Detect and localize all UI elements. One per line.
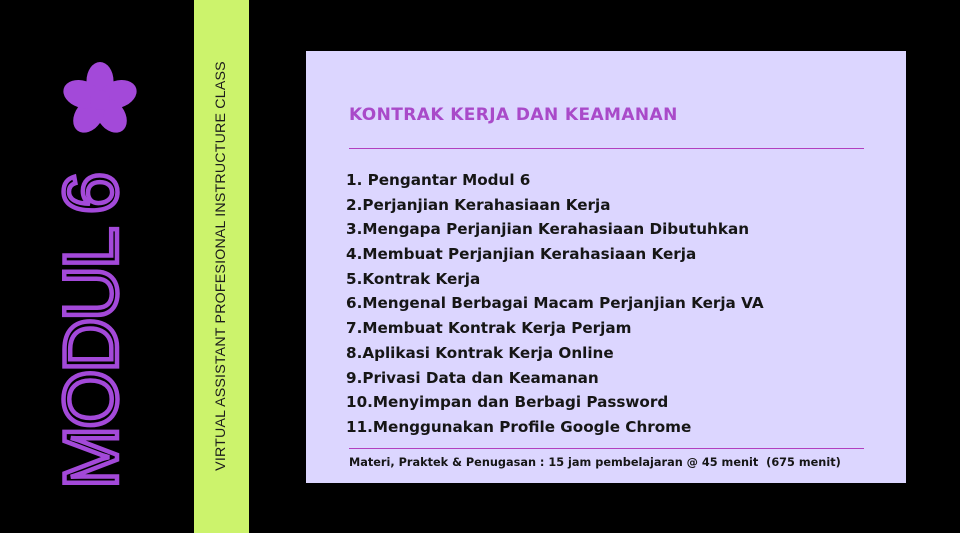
- duration-note: Materi, Praktek & Penugasan : 15 jam pembelajaran @ 45 menit (675 menit): [349, 456, 841, 469]
- module-content-card: [306, 51, 906, 483]
- topic-item: 7.Membuat Kontrak Kerja Perjam: [346, 319, 632, 338]
- topic-item: 11.Menggunakan Profile Google Chrome: [346, 417, 692, 436]
- class-name-label: VIRTUAL ASSISTANT PROFESIONAL INSTRUCTURE CLASS: [213, 61, 229, 471]
- topic-item: 1. Pengantar Modul 6: [346, 171, 531, 189]
- topic-list: [346, 168, 764, 440]
- topic-item: 6.Mengenal Berbagai Macam Perjanjian Kerja VA: [346, 294, 764, 313]
- topic-item: 8.Aplikasi Kontrak Kerja Online: [346, 343, 614, 362]
- top-divider: [349, 148, 864, 149]
- module-title: MODUL 6: [49, 174, 134, 490]
- topic-item: 5.Kontrak Kerja: [346, 269, 481, 288]
- topic-item: 10.Menyimpan dan Berbagi Password: [346, 393, 669, 412]
- flower-icon: [62, 62, 138, 138]
- topic-item: 4.Membuat Perjanjian Kerahasiaan Kerja: [346, 245, 697, 264]
- card-title: KONTRAK KERJA DAN KEAMANAN: [349, 105, 678, 125]
- bottom-divider: [349, 448, 864, 449]
- topic-item: 3.Mengapa Perjanjian Kerahasiaan Dibutuhkan: [346, 220, 750, 239]
- topic-item: 2.Perjanjian Kerahasiaan Kerja: [346, 195, 611, 214]
- topic-item: 9.Privasi Data dan Keamanan: [346, 368, 599, 387]
